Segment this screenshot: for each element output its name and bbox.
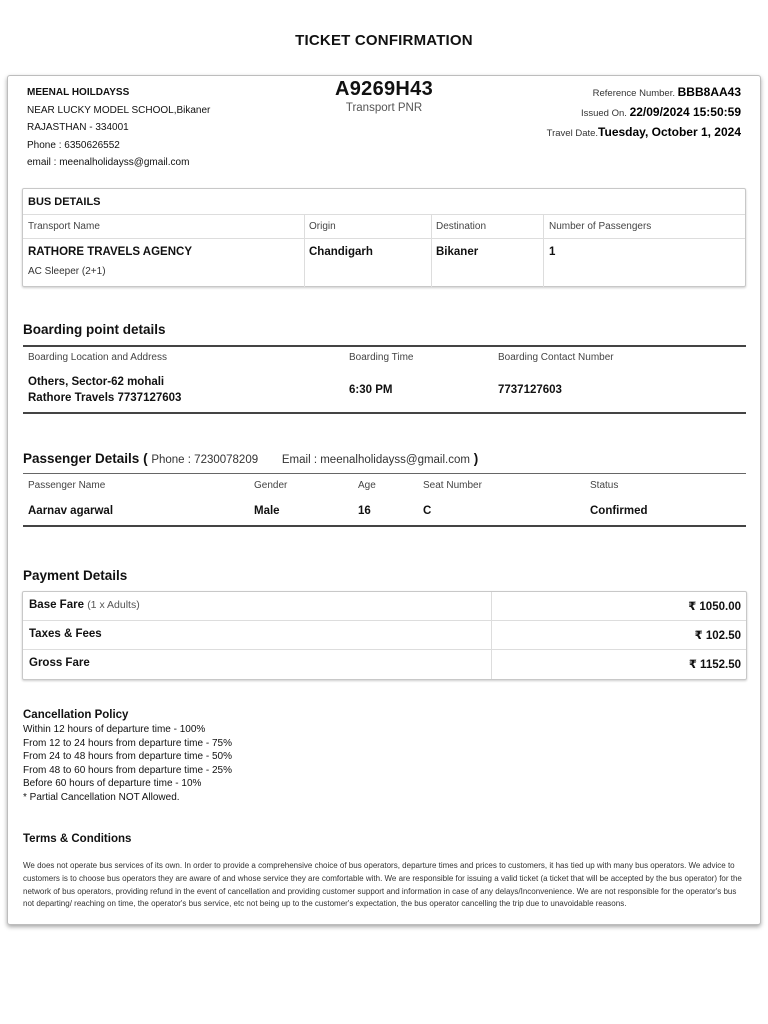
agency-address-line1: NEAR LUCKY MODEL SCHOOL,Bikaner	[27, 104, 211, 116]
header-passenger-name: Passenger Name	[28, 480, 106, 491]
terms-title: Terms & Conditions	[23, 833, 132, 845]
passenger-email: Email : meenalholidayss@gmail.com	[281, 454, 470, 466]
divider	[543, 214, 544, 287]
passenger-title-close: )	[473, 451, 479, 466]
passenger-section-title	[23, 451, 478, 466]
payment-row-gross-fare	[23, 650, 746, 679]
divider	[23, 412, 746, 414]
header-boarding-contact: Boarding Contact Number	[498, 352, 614, 363]
gross-fare-label: Gross Fare	[29, 657, 90, 669]
origin-value: Chandigarh	[309, 246, 373, 258]
boarding-location-line1: Others, Sector-62 mohali	[28, 376, 165, 388]
gross-fare-amount: ₹ 1152.50	[688, 659, 741, 671]
pnr-label: Transport PNR	[345, 102, 423, 114]
header-boarding-time: Boarding Time	[349, 352, 414, 363]
base-fare-note: (1 x Adults)	[87, 599, 140, 611]
header-origin: Origin	[309, 221, 336, 232]
bus-type: AC Sleeper (2+1)	[28, 266, 106, 277]
header-passenger-count: Number of Passengers	[549, 221, 652, 232]
ticket-card	[7, 75, 761, 925]
passenger-gender: Male	[254, 505, 280, 517]
header-gender: Gender	[254, 480, 288, 491]
taxes-label: Taxes & Fees	[29, 628, 102, 640]
passenger-status: Confirmed	[590, 505, 648, 517]
header-status: Status	[590, 480, 619, 491]
payment-table	[22, 591, 747, 680]
agency-info	[27, 84, 210, 172]
page-title: TICKET CONFIRMATION	[295, 32, 473, 49]
base-fare-text: Base Fare	[29, 599, 84, 611]
pnr-code: A9269H43	[334, 78, 434, 100]
payment-row-taxes	[23, 621, 746, 650]
divider	[431, 214, 432, 287]
cancellation-policy-title: Cancellation Policy	[23, 709, 129, 721]
policy-line: * Partial Cancellation NOT Allowed.	[23, 791, 180, 803]
reference-number	[547, 83, 741, 103]
travel-date-label: Travel Date.	[546, 128, 599, 139]
base-fare-label	[29, 599, 140, 611]
pnr-block	[258, 78, 510, 114]
passenger-name: Aarnav agarwal	[28, 505, 114, 517]
passenger-title-text: Passenger Details (	[23, 451, 148, 466]
policy-line: From 48 to 60 hours from departure time - 25%	[23, 764, 232, 776]
reference-number-value: BBB8AA43	[677, 85, 741, 99]
divider	[23, 525, 746, 527]
payment-row-base-fare	[23, 592, 746, 621]
cancellation-policy	[23, 708, 232, 805]
boarding-location-line2: Rathore Travels 7737127603	[28, 391, 182, 404]
passenger-age: 16	[358, 505, 371, 517]
bus-details-box	[22, 188, 746, 287]
transport-name: RATHORE TRAVELS AGENCY	[28, 246, 192, 258]
policy-line: From 12 to 24 hours from departure time - 75%	[23, 737, 232, 749]
divider	[23, 238, 745, 239]
divider	[23, 345, 746, 347]
issued-on	[547, 103, 741, 123]
boarding-time: 6:30 PM	[349, 384, 393, 396]
policy-line: Within 12 hours of departure time - 100%	[23, 724, 206, 735]
destination-value: Bikaner	[436, 246, 479, 258]
travel-date-value: Tuesday, October 1, 2024	[598, 125, 741, 139]
agency-phone: Phone : 6350626552	[27, 139, 120, 151]
divider	[23, 473, 746, 474]
policy-line: Before 60 hours of departure time - 10%	[23, 778, 202, 790]
boarding-contact: 7737127603	[498, 384, 562, 396]
header-boarding-location: Boarding Location and Address	[28, 352, 167, 363]
agency-address-line2: RAJASTHAN - 334001	[27, 122, 129, 133]
reference-number-label: Reference Number.	[592, 88, 675, 99]
terms-text: We does not operate bus services of its own. In order to provide a comprehensive choice of bus operators, departure times and prices to customers, it has tied up with many bus operators. We advice to customers is to choose bus operators they are aware of and whose service they are comfortable with. We are responsible for issuing a valid ticket (a ticket that will be accepted by the bus operator) for the network of bus operators, providing refund in the event of cancellation and providing customer support and information in case of any delays/Inconvenience. We are not responsible for the operator's bus not departing/ reaching on time, the operator's bus service, etc not being up to the customer's expectation, the bus operator cancelling the trip due to unavoidable reasons.	[23, 861, 742, 909]
divider	[23, 214, 745, 215]
header-age: Age	[358, 480, 376, 491]
divider	[304, 214, 305, 287]
travel-date	[547, 123, 741, 143]
issued-on-value: 22/09/2024 15:50:59	[629, 105, 741, 119]
boarding-location	[28, 375, 181, 406]
payment-section-title: Payment Details	[23, 568, 128, 583]
header-seat-number: Seat Number	[423, 480, 482, 491]
passenger-phone: Phone : 7230078209	[151, 454, 259, 466]
passenger-count-value: 1	[549, 246, 556, 258]
boarding-section-title: Boarding point details	[23, 322, 166, 337]
base-fare-amount: ₹ 1050.00	[688, 601, 741, 613]
issued-on-label: Issued On.	[580, 108, 627, 119]
header-transport-name: Transport Name	[28, 221, 100, 232]
passenger-seat: C	[423, 505, 432, 517]
header-destination: Destination	[436, 221, 487, 232]
bus-details-title: BUS DETAILS	[28, 196, 101, 208]
taxes-amount: ₹ 102.50	[694, 630, 741, 642]
reference-info	[547, 83, 741, 143]
policy-line: From 24 to 48 hours from departure time - 50%	[23, 751, 232, 763]
agency-name: MEENAL HOILDAYSS	[27, 87, 130, 98]
agency-email: email : meenalholidayss@gmail.com	[27, 157, 190, 168]
